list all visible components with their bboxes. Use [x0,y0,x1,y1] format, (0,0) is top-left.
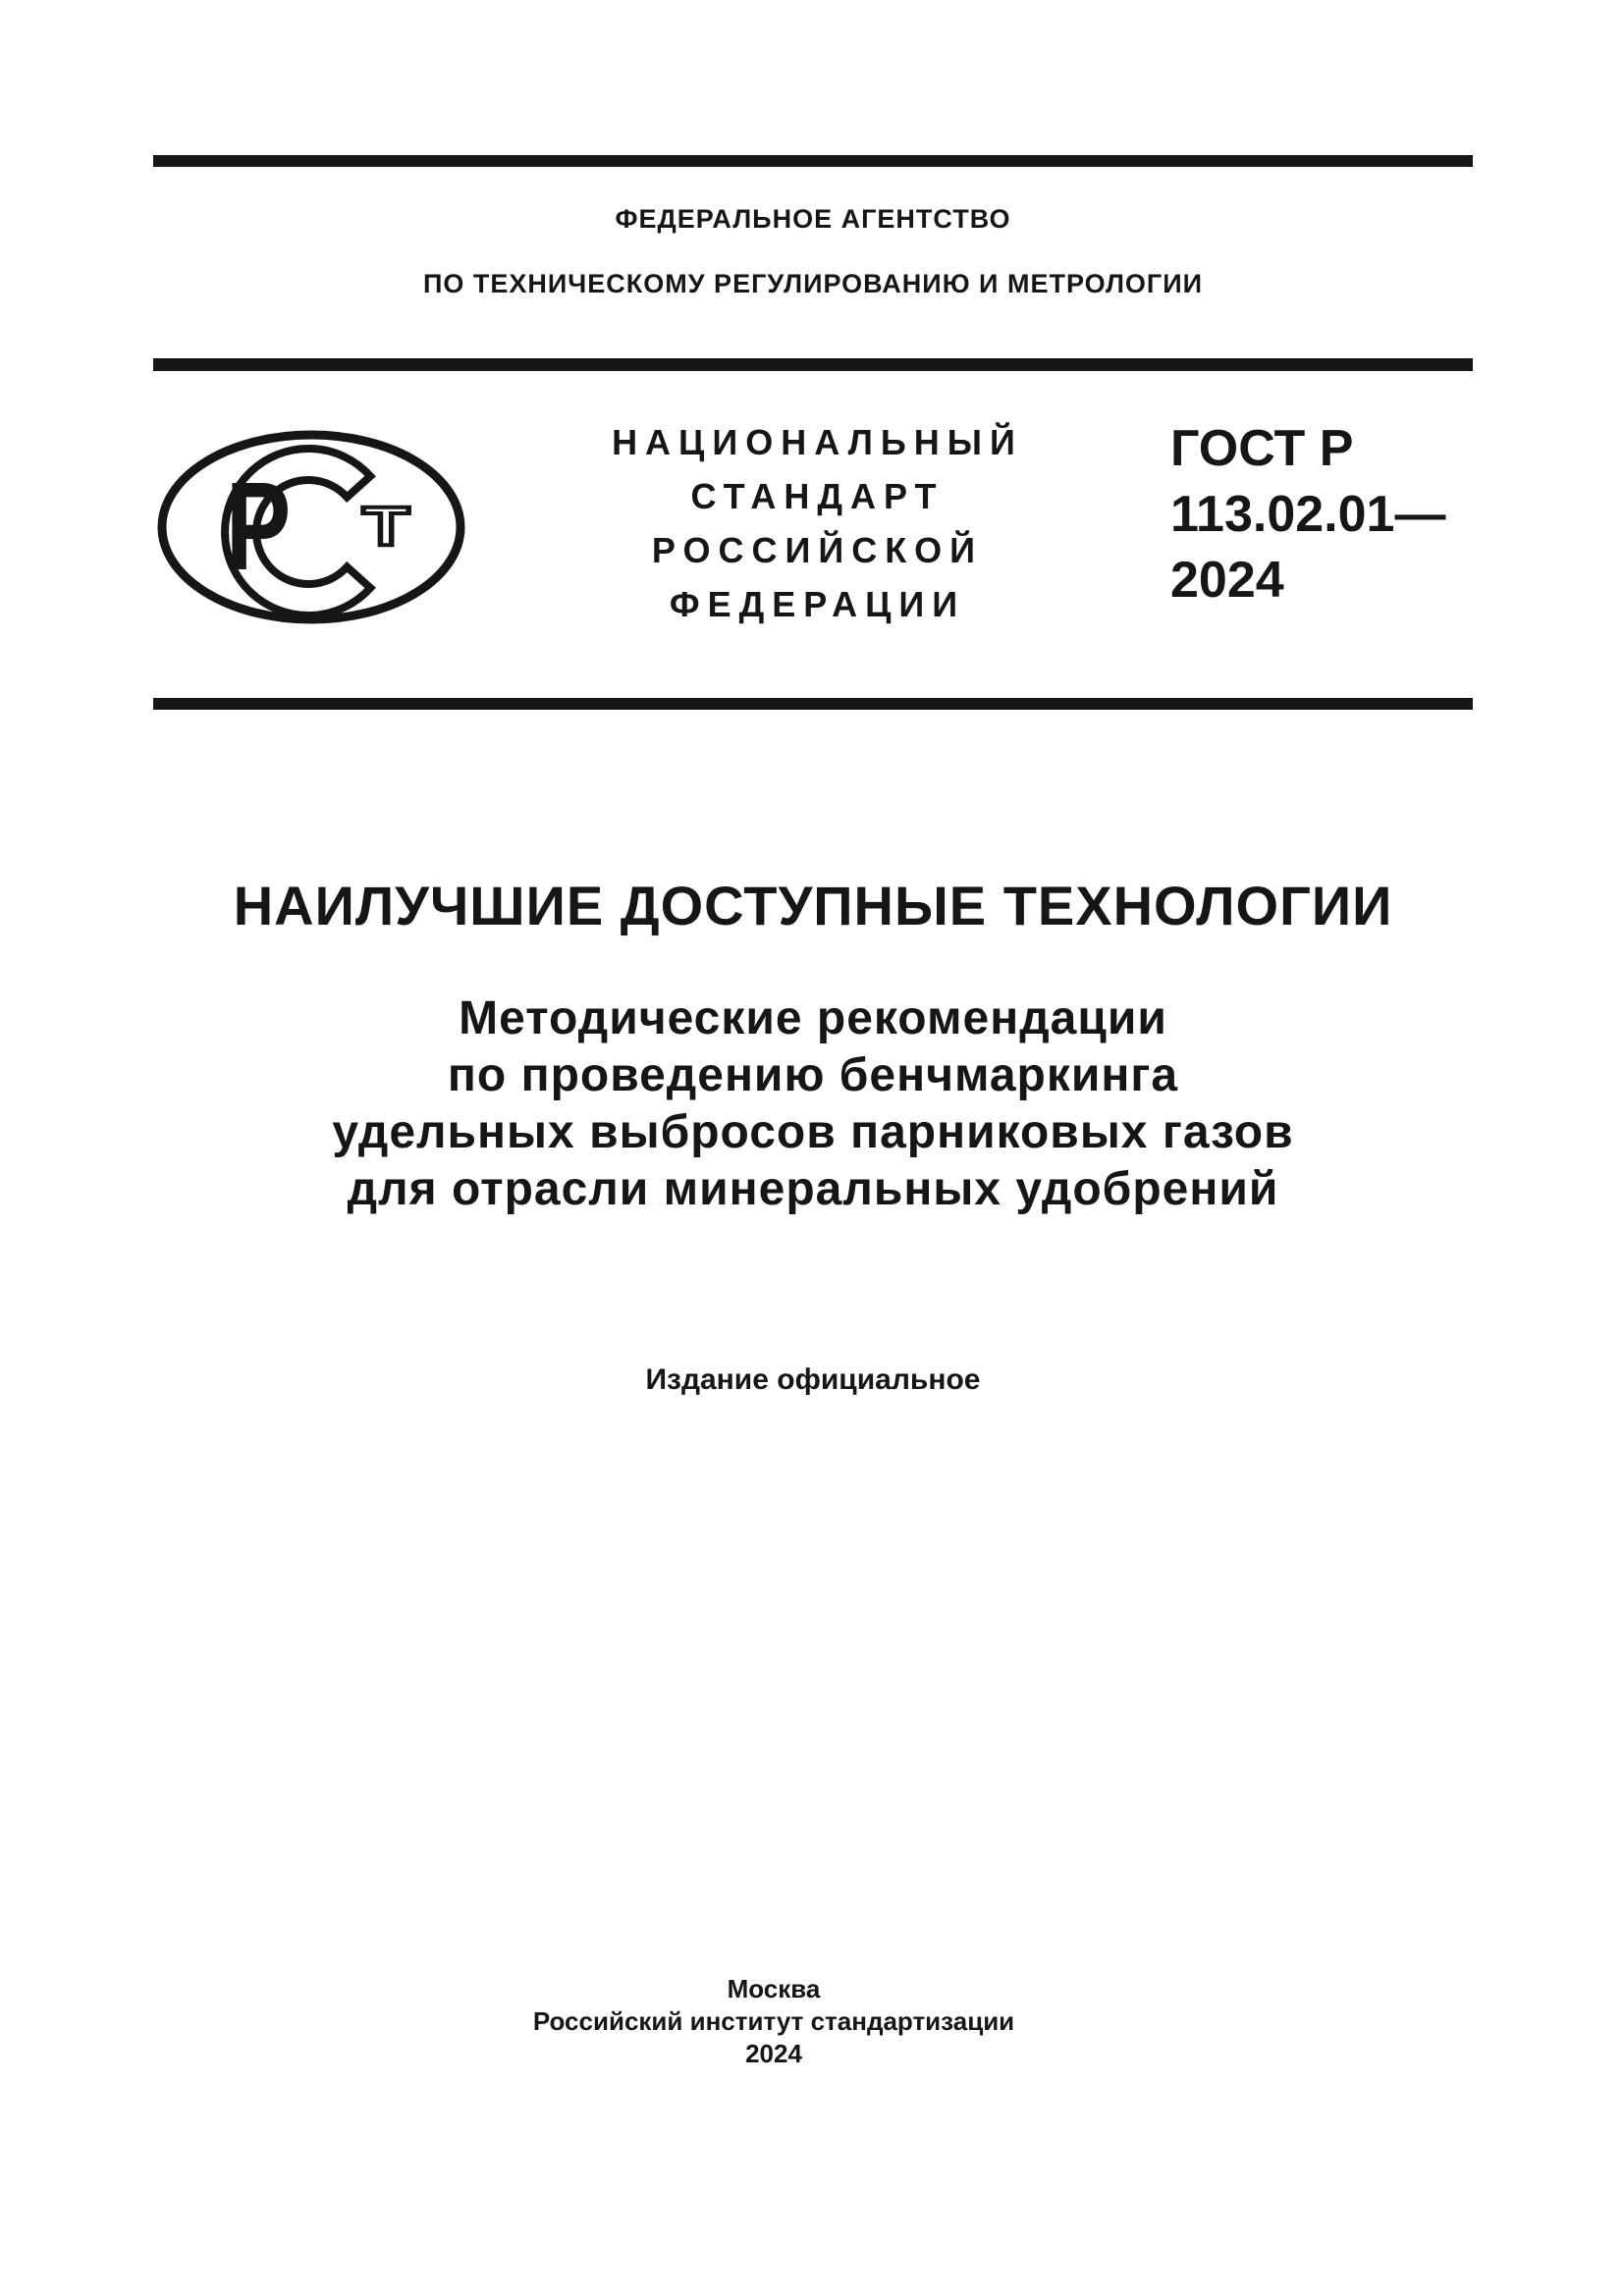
subtitle-line: Методические рекомендации [459,992,1167,1044]
logo-letter-r: Р [225,456,292,597]
middle-rule [153,358,1473,371]
imprint-publisher: Российский институт стандартизации [532,2006,1015,2036]
standard-type-line: НАЦИОНАЛЬНЫЙ [612,422,1023,462]
subtitle-line: для отрасли минеральных удобрений [347,1163,1279,1215]
standard-type-block [464,415,1170,631]
rosstandart-rst-logo-icon [154,429,468,625]
subtitle-line: удельных выбросов парниковых газов [332,1106,1294,1158]
standard-type-line: РОССИЙСКОЙ [651,530,984,570]
standard-type-line: ФЕДЕРАЦИИ [669,584,966,624]
agency-header [153,187,1473,316]
edition-note: Издание официальное [645,1363,981,1396]
agency-name-line2: ПО ТЕХНИЧЕСКОМУ РЕГУЛИРОВАНИЮ И МЕТРОЛОГИИ [422,269,1204,298]
designation-line: 113.02.01— [1170,486,1446,543]
document-subtitle [153,990,1473,1218]
top-rule [153,155,1473,167]
standard-designation [1170,416,1445,614]
designation-line: 2024 [1170,552,1284,609]
header-bottom-rule [153,698,1473,710]
designation-line: ГОСТ Р [1170,420,1354,477]
logo-letter-t: Т [362,495,409,558]
agency-name-line1: ФЕДЕРАЛЬНОЕ АГЕНТСТВО [615,204,1011,234]
imprint-year: 2024 [745,2039,802,2068]
subtitle-line: по проведению бенчмаркинга [447,1049,1179,1101]
document-title: НАИЛУЧШИЕ ДОСТУПНЫЕ ТЕХНОЛОГИИ [233,875,1393,936]
imprint-block [114,1973,1434,2070]
standard-type-line: СТАНДАРТ [690,476,945,516]
imprint-city: Москва [727,1974,821,2003]
